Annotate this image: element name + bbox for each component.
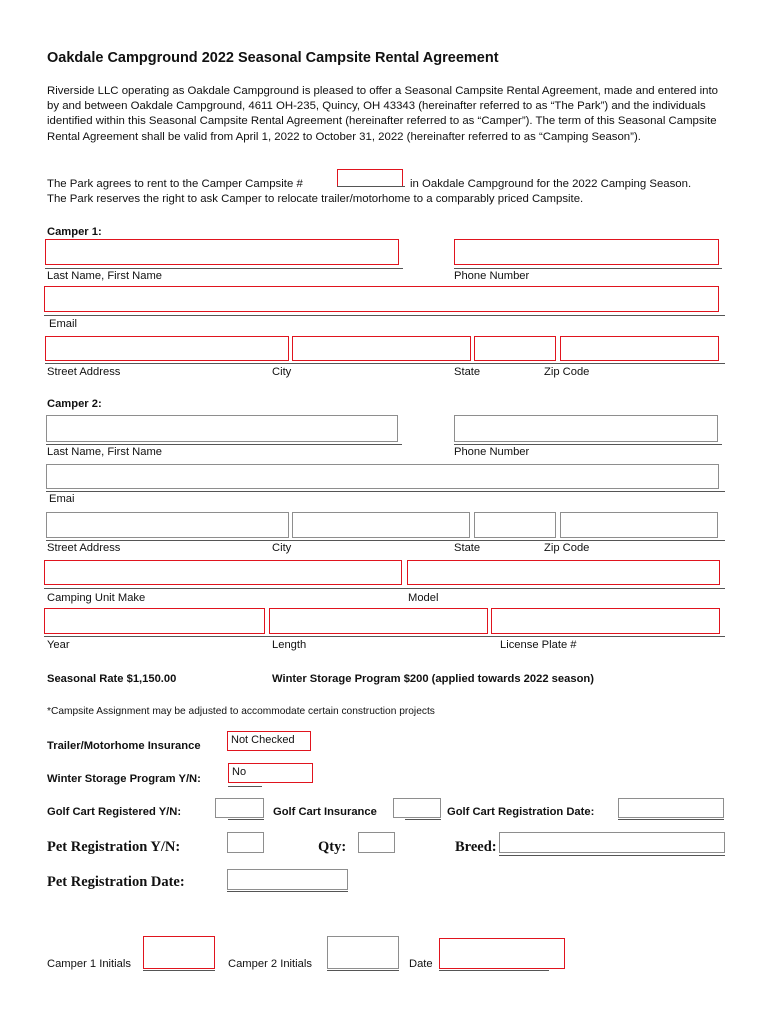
rent-text-before: The Park agrees to rent to the Camper Campsite # <box>47 178 303 190</box>
camper1-name-input[interactable] <box>45 239 399 265</box>
rent-text-after: in Oakdale Campground for the 2022 Camping Season. <box>410 178 692 190</box>
assignment-note: *Campsite Assignment may be adjusted to accommodate certain construction projects <box>47 706 435 717</box>
camper2-street-input[interactable] <box>46 512 289 538</box>
pet-date-label: Pet Registration Date: <box>47 874 185 890</box>
camper2-name-label: Last Name, First Name <box>47 446 163 458</box>
pet-breed-label: Breed: <box>455 839 497 855</box>
golf-insurance-input[interactable] <box>393 798 441 818</box>
camper1-zip-label: Zip Code <box>544 366 590 378</box>
camper2-zip-input[interactable] <box>560 512 718 538</box>
golf-insurance-label: Golf Cart Insurance <box>273 806 377 818</box>
camper1-state-label: State <box>454 366 481 378</box>
camper2-initials-label: Camper 2 Initials <box>228 958 312 970</box>
date-label: Date <box>409 958 433 970</box>
unit-plate-label: License Plate # <box>500 639 577 651</box>
camper1-city-label: City <box>272 366 292 378</box>
form-title: Oakdale Campground 2022 Seasonal Campsite Rental Agreement <box>47 50 499 66</box>
unit-model-label: Model <box>408 592 439 604</box>
camper2-state-label: State <box>454 542 481 554</box>
camper2-initials-input[interactable] <box>327 936 399 969</box>
camper1-phone-input[interactable] <box>454 239 719 265</box>
relocate-text: The Park reserves the right to ask Camper to relocate trailer/motorhome to a comparably priced Campsite. <box>47 193 584 205</box>
camper1-heading: Camper 1: <box>47 226 102 238</box>
intro-paragraph: Riverside LLC operating as Oakdale Campground is pleased to offer a Seasonal Campsite Rental Agreement, made and entered into by and between Oakdale Campground, 4611 OH-235, Quincy, OH 43343 (hereinafter referred to as “The Park”) and the individuals identified within this Seasonal Campsite Rental Agreement (hereinafter referred to as “Camper”). The term of this Seasonal Campsite Rental Agreement shall be valid from April 1, 2022 to October 31, 2022 (hereinafter referred to as “Camping Season”). <box>47 85 718 143</box>
camper2-city-input[interactable] <box>292 512 470 538</box>
golf-registered-input[interactable] <box>215 798 264 818</box>
golf-date-label: Golf Cart Registration Date: <box>447 806 595 818</box>
seasonal-rate: Seasonal Rate $1,150.00 <box>47 673 177 685</box>
camper2-heading: Camper 2: <box>47 398 102 410</box>
golf-registered-label: Golf Cart Registered Y/N: <box>47 806 182 818</box>
date-input[interactable] <box>439 938 565 969</box>
insurance-label: Trailer/Motorhome Insurance <box>47 740 201 752</box>
camper1-initials-label: Camper 1 Initials <box>47 958 131 970</box>
winter-storage-label: Winter Storage Program Y/N: <box>47 773 201 785</box>
pet-qty-input[interactable] <box>358 832 395 853</box>
camper2-street-label: Street Address <box>47 542 121 554</box>
pet-registration-input[interactable] <box>227 832 264 853</box>
unit-year-label: Year <box>47 639 70 651</box>
camper1-phone-label: Phone Number <box>454 270 530 282</box>
camper1-zip-input[interactable] <box>560 336 719 361</box>
campsite-underline <box>337 186 405 187</box>
camper1-street-label: Street Address <box>47 366 121 378</box>
camper2-email-label: Emai <box>49 493 75 505</box>
camper2-phone-input[interactable] <box>454 415 718 442</box>
unit-length-input[interactable] <box>269 608 488 634</box>
camper1-city-input[interactable] <box>292 336 471 361</box>
camper2-name-input[interactable] <box>46 415 398 442</box>
unit-year-input[interactable] <box>44 608 265 634</box>
camper2-zip-label: Zip Code <box>544 542 590 554</box>
camper2-state-input[interactable] <box>474 512 556 538</box>
camper2-city-label: City <box>272 542 292 554</box>
insurance-value-field[interactable]: Not Checked <box>227 731 311 751</box>
camper1-state-input[interactable] <box>474 336 556 361</box>
winter-storage-rate: Winter Storage Program $200 (applied towards 2022 season) <box>272 673 594 685</box>
camper1-email-input[interactable] <box>44 286 719 312</box>
campsite-number-field[interactable] <box>337 169 403 187</box>
camper1-street-input[interactable] <box>45 336 289 361</box>
camper2-phone-label: Phone Number <box>454 446 530 458</box>
unit-make-input[interactable] <box>44 560 402 585</box>
winter-storage-value-field[interactable]: No <box>228 763 313 783</box>
unit-make-label: Camping Unit Make <box>47 592 146 604</box>
camper2-email-input[interactable] <box>46 464 719 489</box>
pet-date-input[interactable] <box>227 869 348 890</box>
pet-breed-input[interactable] <box>499 832 725 853</box>
camper1-email-label: Email <box>49 318 77 330</box>
golf-date-input[interactable] <box>618 798 724 818</box>
pet-qty-label: Qty: <box>318 839 347 855</box>
camper1-initials-input[interactable] <box>143 936 215 969</box>
unit-plate-input[interactable] <box>491 608 720 634</box>
camper1-name-label: Last Name, First Name <box>47 270 163 282</box>
unit-model-input[interactable] <box>407 560 720 585</box>
unit-length-label: Length <box>272 639 307 651</box>
pet-registration-label: Pet Registration Y/N: <box>47 839 181 855</box>
